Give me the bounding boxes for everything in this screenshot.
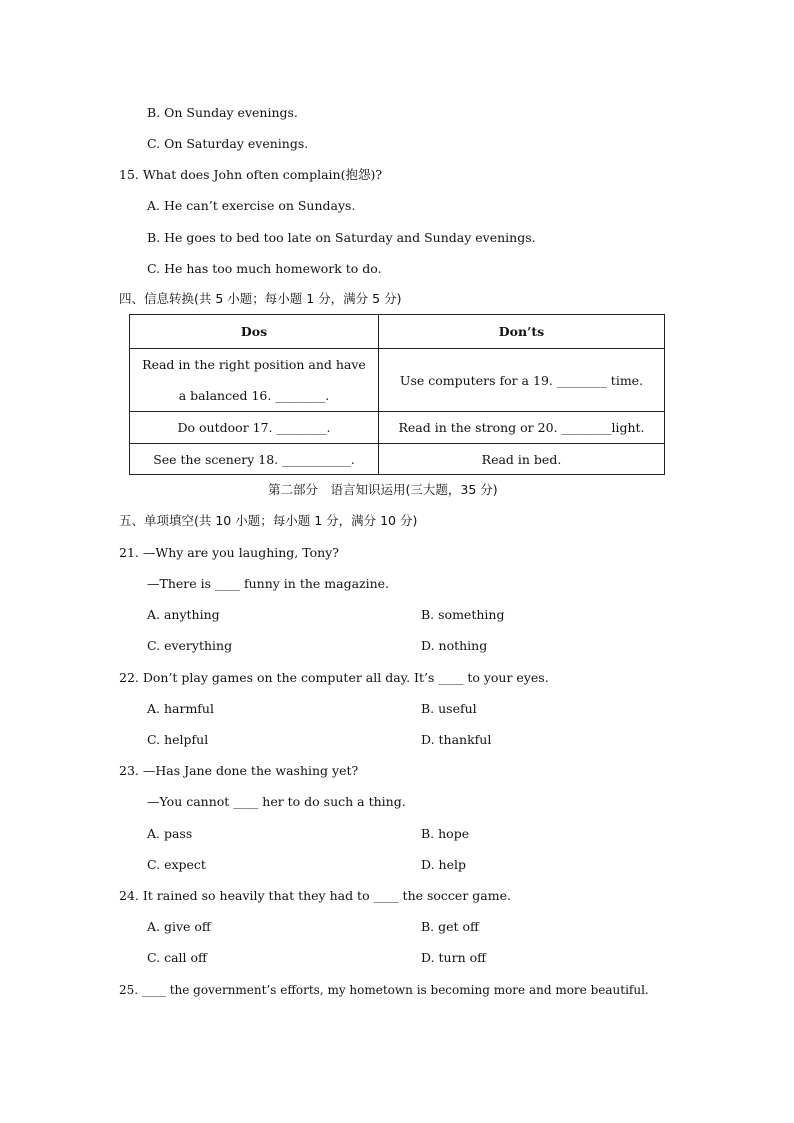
q23-line1: 23. —Has Jane done the washing yet? — [119, 763, 359, 778]
q15-option-c: C. He has too much homework to do. — [147, 261, 382, 276]
section4-title: 四、信息转换(共 5 小题；每小题 1 分，满分 5 分) — [119, 291, 402, 306]
q21-option-d: D. nothing — [421, 638, 488, 653]
q23-option-d: D. help — [421, 857, 466, 872]
q22-option-c: C. helpful — [147, 732, 209, 747]
part2-title: 第二部分 语言知识运用(三大题，35 分) — [268, 482, 498, 497]
q22-option-a: A. harmful — [147, 701, 214, 716]
q24-option-a: A. give off — [147, 919, 211, 934]
q24-option-b: B. get off — [421, 919, 479, 934]
q22-option-b: B. useful — [421, 701, 477, 716]
section5-title: 五、单项填空(共 10 小题；每小题 1 分，满分 10 分) — [119, 513, 418, 528]
q22-line1: 22. Don’t play games on the computer all day. It’s ____ to your eyes. — [119, 670, 549, 685]
table-row1-donts: Use computers for a 19. ________ time. — [379, 349, 665, 412]
q15-option-b: B. He goes to bed too late on Saturday and Sunday evenings. — [147, 230, 536, 245]
q21-option-b: B. something — [421, 607, 505, 622]
q15-option-a: A. He can’t exercise on Sundays. — [147, 198, 356, 213]
q24-option-c: C. call off — [147, 950, 207, 965]
table-row1-dos-line1: Read in the right position and have — [142, 357, 366, 372]
table-row1-dos-line2: a balanced 16. ________. — [178, 388, 330, 403]
q21-line1: 21. —Why are you laughing, Tony? — [119, 545, 339, 560]
q23-option-a: A. pass — [147, 826, 193, 841]
q21-line2: —There is ____ funny in the magazine. — [147, 576, 390, 591]
table-row1-dos — [130, 349, 379, 412]
table-row2-donts: Read in the strong or 20. ________light. — [379, 412, 665, 444]
q23-line2: —You cannot ____ her to do such a thing. — [147, 794, 406, 809]
q25-line1: 25. ____ the government’s efforts, my hometown is becoming more and more beautiful. — [119, 983, 649, 997]
q15-stem: 15. What does John often complain(抱怨)? — [119, 167, 383, 182]
q22-option-d: D. thankful — [421, 732, 492, 747]
table-row2-dos: Do outdoor 17. ________. — [130, 412, 379, 444]
info-transfer-table — [129, 314, 665, 475]
table-header-donts: Don’ts — [379, 315, 665, 349]
q14-option-c: C. On Saturday evenings. — [147, 136, 309, 151]
q21-option-a: A. anything — [147, 607, 220, 622]
q24-option-d: D. turn off — [421, 950, 487, 965]
q23-option-c: C. expect — [147, 857, 206, 872]
table-row3-dos: See the scenery 18. ___________. — [130, 444, 379, 475]
q21-option-c: C. everything — [147, 638, 233, 653]
q24-line1: 24. It rained so heavily that they had to ____ the soccer game. — [119, 888, 511, 903]
table-row3-donts: Read in bed. — [379, 444, 665, 475]
q14-option-b: B. On Sunday evenings. — [147, 105, 298, 120]
table-header-dos: Dos — [130, 315, 379, 349]
q23-option-b: B. hope — [421, 826, 470, 841]
